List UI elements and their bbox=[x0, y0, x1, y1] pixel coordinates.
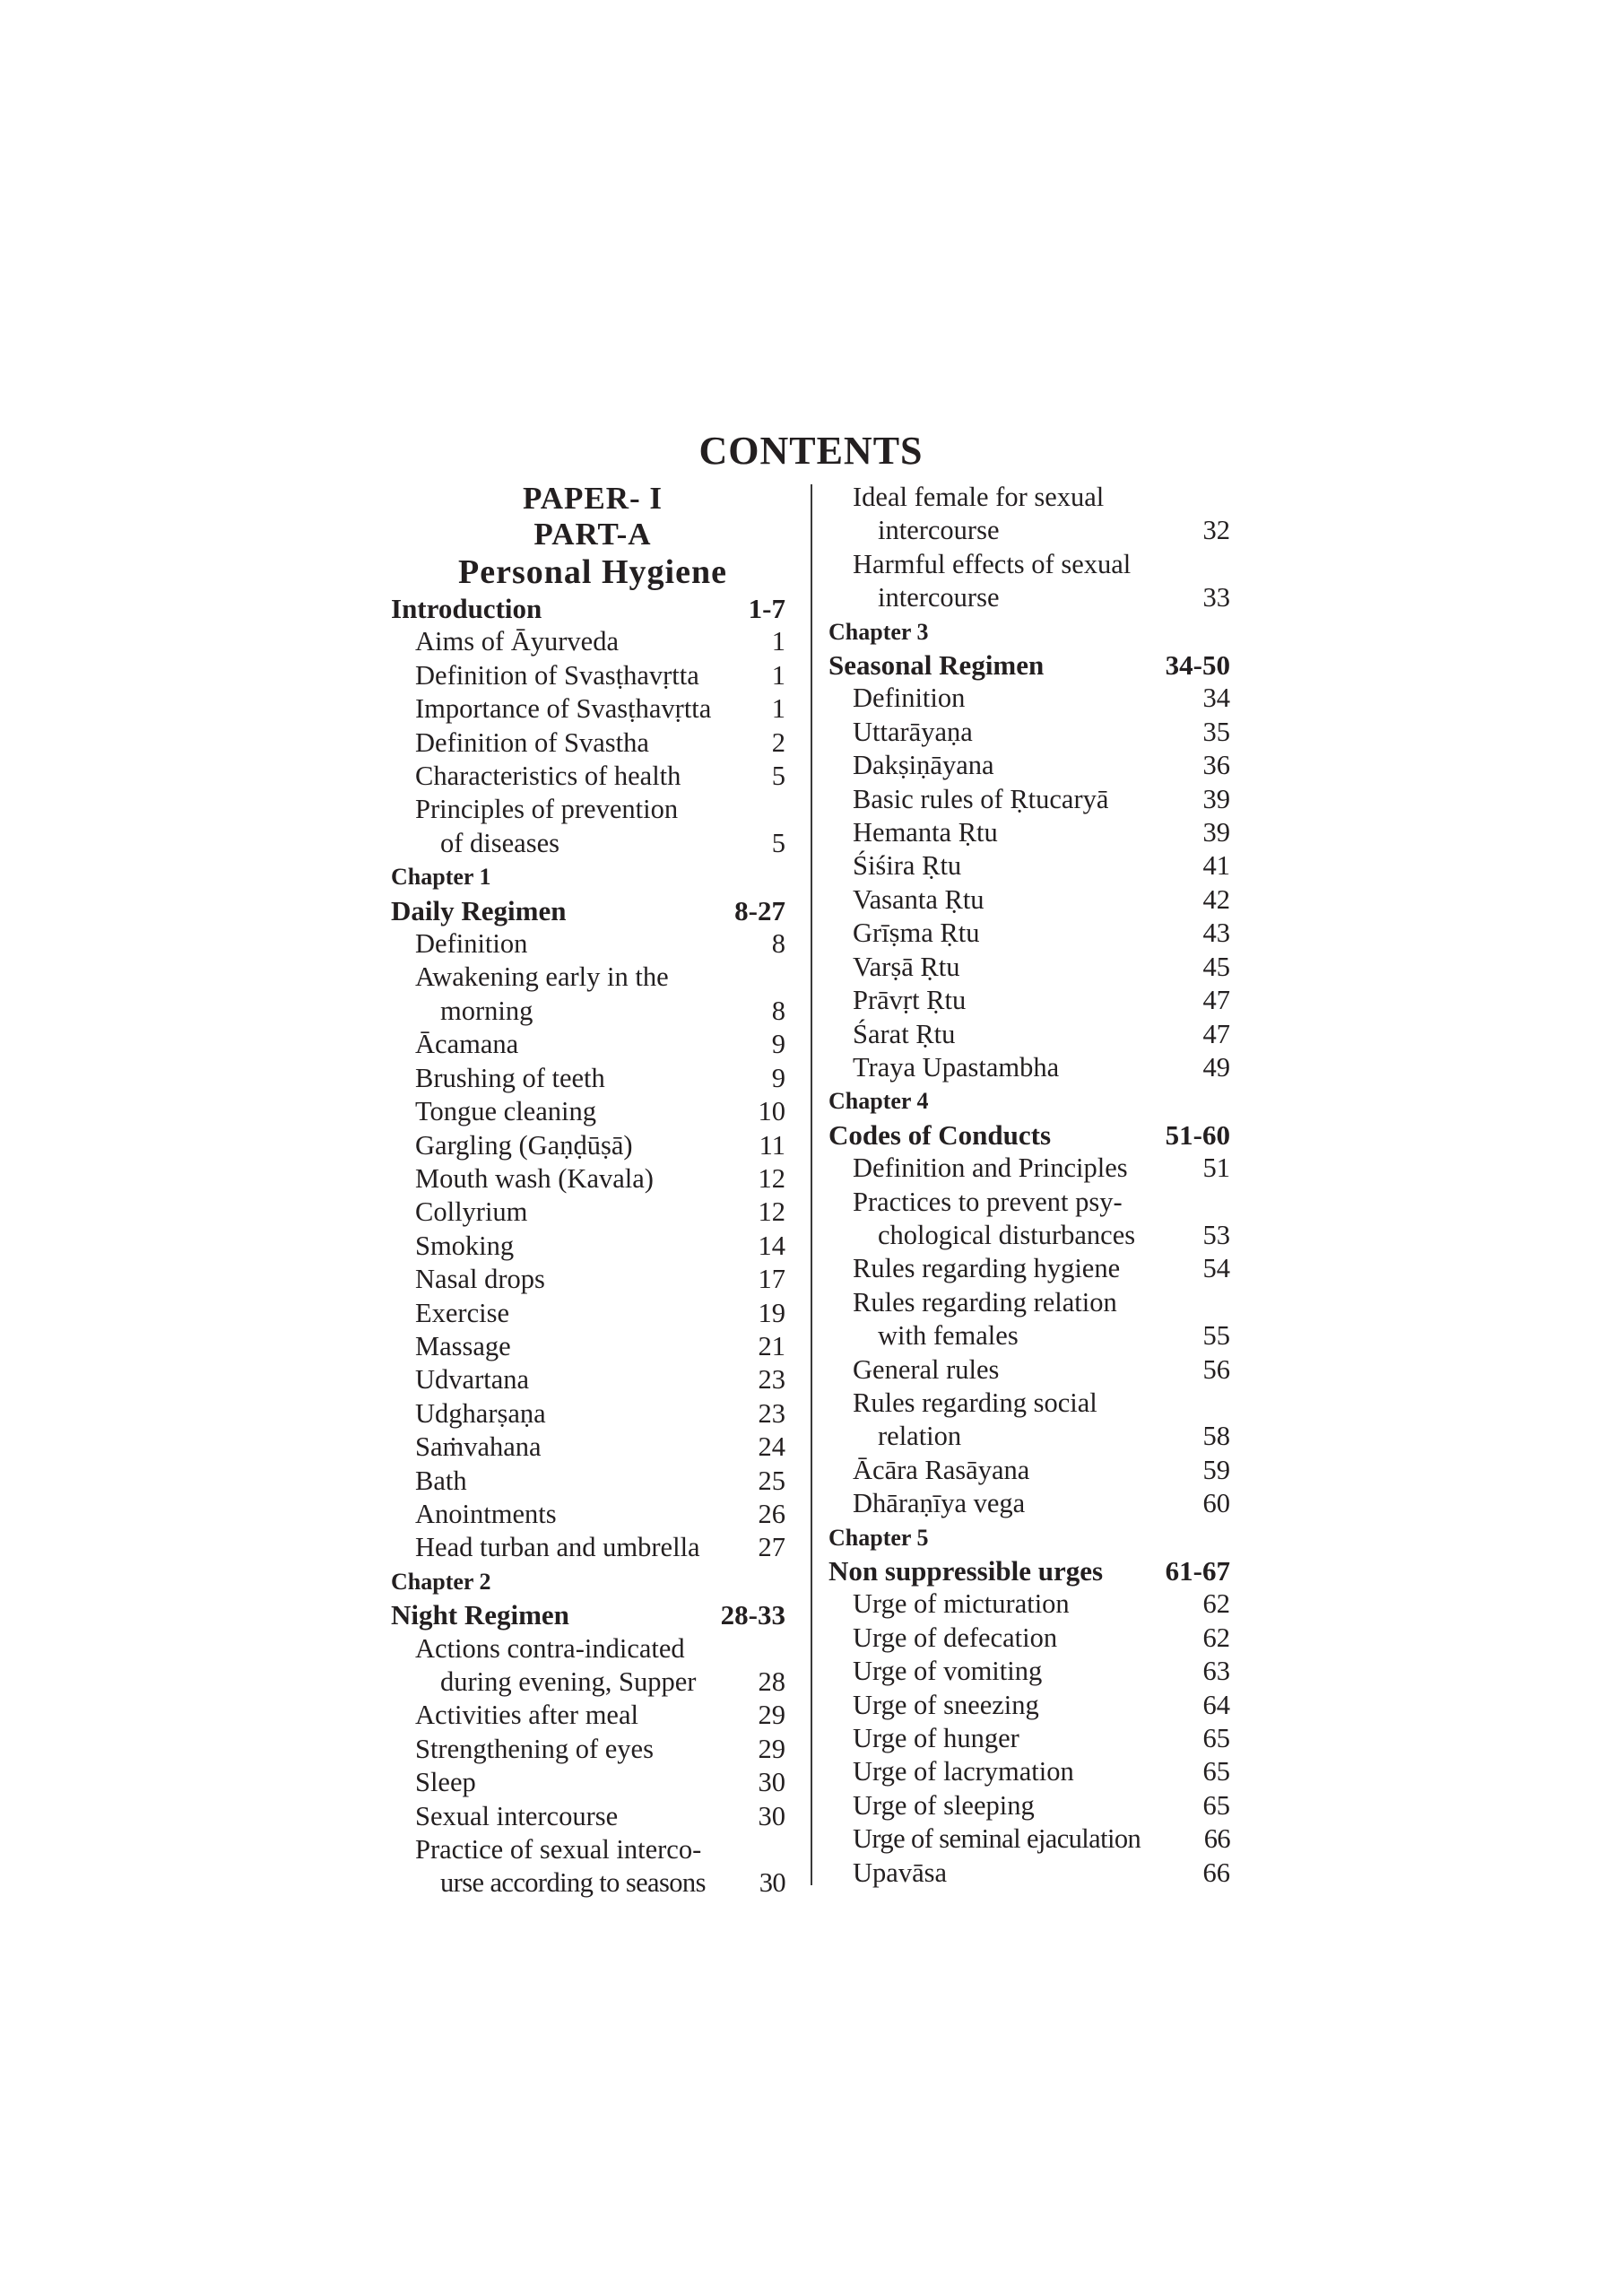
toc-page-number: 54 bbox=[1202, 1253, 1230, 1284]
toc-page-number: 58 bbox=[1202, 1421, 1230, 1452]
toc-label: Urge of sneezing bbox=[853, 1689, 1039, 1720]
right-column bbox=[828, 481, 1230, 1890]
toc-page-number: 36 bbox=[1202, 750, 1230, 781]
toc-entry bbox=[828, 1655, 1230, 1688]
toc-entry bbox=[391, 1465, 785, 1498]
toc-page-number: 28-33 bbox=[720, 1599, 785, 1631]
toc-entry bbox=[391, 1129, 785, 1162]
toc-page-number: 42 bbox=[1202, 883, 1230, 915]
toc-label: Tongue cleaning bbox=[415, 1096, 596, 1127]
toc-entry-continuation bbox=[391, 1866, 785, 1900]
toc-label: Daily Regimen bbox=[391, 894, 567, 926]
toc-label: during evening, Supper bbox=[440, 1666, 697, 1697]
toc-page-number: 23 bbox=[758, 1397, 785, 1429]
toc-label: chological disturbances bbox=[878, 1219, 1136, 1250]
toc-page-number: 66 bbox=[1202, 1857, 1230, 1888]
toc-page-number: 53 bbox=[1202, 1219, 1230, 1250]
toc-page-number: 5 bbox=[771, 761, 785, 792]
toc-page-number: 35 bbox=[1202, 716, 1230, 747]
toc-label: Saṁvahana bbox=[415, 1431, 542, 1463]
part-heading: PART-A bbox=[533, 517, 652, 552]
toc-entry bbox=[828, 1387, 1230, 1420]
toc-entry bbox=[391, 659, 785, 692]
toc-page-number: 62 bbox=[1202, 1588, 1230, 1620]
toc-page-number: 61-67 bbox=[1165, 1555, 1230, 1587]
toc-page-number: 1-7 bbox=[748, 593, 785, 624]
toc-entry bbox=[391, 1263, 785, 1296]
toc-entry bbox=[391, 1062, 785, 1095]
toc-entry bbox=[828, 1252, 1230, 1285]
toc-page-number: 2 bbox=[771, 726, 785, 758]
toc-label: intercourse bbox=[878, 582, 1000, 613]
toc-label: intercourse bbox=[878, 515, 1000, 546]
toc-page-number: 1 bbox=[771, 626, 785, 657]
toc-label: General rules bbox=[853, 1353, 1000, 1385]
toc-page-number: 51-60 bbox=[1165, 1118, 1230, 1151]
toc-entry bbox=[828, 1051, 1230, 1084]
toc-entry bbox=[391, 692, 785, 726]
toc-page-number: 1 bbox=[771, 659, 785, 691]
toc-entry bbox=[391, 1162, 785, 1196]
toc-label: Bath bbox=[415, 1465, 467, 1496]
toc-label: Śiśira Ṛtu bbox=[853, 850, 962, 882]
toc-entry-continuation bbox=[828, 581, 1230, 614]
toc-page-number: 47 bbox=[1202, 1018, 1230, 1049]
toc-label: Principles of prevention bbox=[415, 794, 679, 825]
toc-label: Chapter 2 bbox=[391, 1568, 491, 1595]
toc-entry bbox=[391, 1397, 785, 1431]
toc-label: Practice of sexual interco- bbox=[415, 1834, 702, 1866]
toc-entry bbox=[391, 760, 785, 793]
toc-entry bbox=[828, 1587, 1230, 1621]
paper-heading: PAPER- I bbox=[522, 481, 664, 516]
toc-label: Chapter 3 bbox=[828, 618, 929, 645]
toc-entry bbox=[391, 1330, 785, 1363]
toc-page-number: 34-50 bbox=[1165, 649, 1230, 682]
toc-page-number: 8-27 bbox=[734, 894, 785, 926]
column-divider bbox=[811, 484, 812, 1885]
toc-label: Sexual intercourse bbox=[415, 1800, 619, 1831]
chapter-heading bbox=[391, 860, 785, 893]
toc-entry bbox=[828, 682, 1230, 715]
toc-entry bbox=[828, 984, 1230, 1017]
toc-page-number: 47 bbox=[1202, 985, 1230, 1016]
toc-label: Definition of Svastha bbox=[415, 726, 649, 758]
toc-label: Basic rules of Ṛtucaryā bbox=[853, 783, 1109, 814]
toc-entry bbox=[391, 1800, 785, 1833]
toc-label: Awakening early in the bbox=[415, 961, 669, 993]
toc-label: Sleep bbox=[415, 1767, 476, 1798]
toc-entry bbox=[391, 625, 785, 658]
section-heading bbox=[828, 648, 1230, 682]
toc-label: Śarat Ṛtu bbox=[853, 1018, 956, 1049]
toc-page-number: 66 bbox=[1203, 1823, 1230, 1855]
toc-page-number: 65 bbox=[1202, 1789, 1230, 1821]
toc-entry bbox=[828, 716, 1230, 749]
toc-entry bbox=[828, 548, 1230, 581]
toc-label: Urge of micturation bbox=[853, 1588, 1070, 1620]
toc-page-number: 32 bbox=[1202, 515, 1230, 546]
toc-page-number: 60 bbox=[1202, 1488, 1230, 1519]
toc-label: Dakṣiṇāyana bbox=[853, 750, 994, 781]
toc-entry bbox=[828, 1689, 1230, 1722]
toc-page-number: 8 bbox=[771, 995, 785, 1026]
toc-label: Non suppressible urges bbox=[828, 1555, 1104, 1587]
toc-entry bbox=[391, 1028, 785, 1061]
toc-label: Characteristics of health bbox=[415, 761, 681, 792]
toc-entry bbox=[828, 1186, 1230, 1219]
toc-entry bbox=[391, 1531, 785, 1564]
toc-page-number: 56 bbox=[1202, 1353, 1230, 1385]
page-title: CONTENTS bbox=[698, 429, 924, 473]
part-title: Personal Hygiene bbox=[458, 553, 727, 591]
toc-label: Chapter 4 bbox=[828, 1088, 929, 1115]
toc-entry bbox=[828, 1018, 1230, 1051]
toc-entry bbox=[391, 961, 785, 994]
toc-label: Definition bbox=[853, 683, 966, 714]
toc-label: Chapter 5 bbox=[828, 1524, 929, 1551]
toc-label: Brushing of teeth bbox=[415, 1062, 605, 1093]
toc-label: Dhāraṇīya vega bbox=[853, 1488, 1026, 1519]
toc-label: Traya Upastambha bbox=[853, 1051, 1060, 1083]
toc-page-number: 1 bbox=[771, 693, 785, 725]
toc-label: Practices to prevent psy- bbox=[853, 1186, 1123, 1217]
toc-entry bbox=[828, 1454, 1230, 1487]
toc-page-number: 39 bbox=[1202, 817, 1230, 848]
section-heading bbox=[828, 1554, 1230, 1587]
toc-page-number: 29 bbox=[758, 1733, 785, 1764]
toc-label: Definition bbox=[415, 928, 528, 960]
toc-page-number: 45 bbox=[1202, 951, 1230, 982]
chapter-heading bbox=[828, 615, 1230, 648]
toc-label: Definition of Svasṭhavṛtta bbox=[415, 659, 699, 691]
toc-page-number: 12 bbox=[758, 1162, 785, 1194]
toc-page-number: 9 bbox=[771, 1029, 785, 1060]
toc-page-number: 64 bbox=[1202, 1689, 1230, 1720]
toc-label: Activities after meal bbox=[415, 1700, 638, 1731]
toc-page-number: 29 bbox=[758, 1700, 785, 1731]
toc-entry bbox=[828, 1755, 1230, 1788]
chapter-heading bbox=[828, 1084, 1230, 1118]
toc-label: Gargling (Gaṇḍūṣā) bbox=[415, 1129, 633, 1161]
toc-entry bbox=[828, 1789, 1230, 1822]
toc-label: Uttarāyaṇa bbox=[853, 716, 973, 747]
chapter-heading bbox=[391, 1565, 785, 1598]
section-heading bbox=[391, 894, 785, 927]
toc-label: Exercise bbox=[415, 1297, 509, 1328]
toc-entry-continuation bbox=[391, 1665, 785, 1699]
toc-label: Urge of sleeping bbox=[853, 1789, 1035, 1821]
toc-page-number: 65 bbox=[1202, 1723, 1230, 1754]
toc-label: Upavāsa bbox=[853, 1857, 948, 1888]
toc-page-number: 8 bbox=[771, 928, 785, 960]
toc-entry bbox=[828, 1353, 1230, 1387]
toc-page-number: 9 bbox=[771, 1062, 785, 1093]
toc-entry bbox=[391, 1766, 785, 1799]
toc-entry bbox=[828, 1622, 1230, 1655]
toc-entry bbox=[828, 1822, 1230, 1856]
toc-entry bbox=[391, 1196, 785, 1229]
toc-label: Ācāra Rasāyana bbox=[853, 1454, 1030, 1485]
toc-label: Urge of vomiting bbox=[853, 1656, 1043, 1687]
toc-label: Prāvṛt Ṛtu bbox=[853, 985, 967, 1016]
toc-label: Importance of Svasṭhavṛtta bbox=[415, 693, 712, 725]
toc-entry bbox=[391, 1363, 785, 1396]
toc-page-number: 10 bbox=[758, 1096, 785, 1127]
toc-entry bbox=[391, 1297, 785, 1330]
toc-label: Urge of hunger bbox=[853, 1723, 1019, 1754]
toc-entry bbox=[391, 1833, 785, 1866]
toc-page-number: 33 bbox=[1202, 582, 1230, 613]
toc-page-number: 27 bbox=[758, 1532, 785, 1563]
toc-label: Anointments bbox=[415, 1498, 557, 1529]
toc-entry bbox=[828, 951, 1230, 984]
toc-entry-continuation bbox=[828, 1219, 1230, 1252]
toc-page-number: 30 bbox=[759, 1867, 785, 1899]
toc-page-number: 65 bbox=[1202, 1756, 1230, 1787]
toc-label: of diseases bbox=[440, 827, 559, 858]
toc-label: Strengthening of eyes bbox=[415, 1733, 654, 1764]
left-toc-list bbox=[391, 592, 785, 1900]
toc-label: Udvartana bbox=[415, 1364, 530, 1396]
toc-label: Mouth wash (Kavala) bbox=[415, 1162, 654, 1194]
chapter-heading bbox=[828, 1521, 1230, 1554]
toc-label: Grīṣma Ṛtu bbox=[853, 918, 980, 949]
toc-page-number: 25 bbox=[758, 1465, 785, 1496]
toc-page-number: 49 bbox=[1202, 1051, 1230, 1083]
toc-label: Rules regarding relation bbox=[853, 1286, 1117, 1318]
section-heading bbox=[391, 592, 785, 625]
section-heading bbox=[391, 1598, 785, 1631]
toc-label: Nasal drops bbox=[415, 1264, 545, 1295]
toc-page-number: 62 bbox=[1202, 1622, 1230, 1653]
toc-label: Massage bbox=[415, 1330, 511, 1361]
toc-page-number: 14 bbox=[758, 1230, 785, 1261]
toc-label: with females bbox=[878, 1320, 1019, 1352]
toc-entry bbox=[828, 749, 1230, 782]
toc-page-number: 11 bbox=[759, 1129, 785, 1161]
toc-page-number: 24 bbox=[758, 1431, 785, 1463]
toc-page-number: 34 bbox=[1202, 683, 1230, 714]
toc-entry bbox=[828, 816, 1230, 849]
toc-label: Ācamana bbox=[415, 1029, 519, 1060]
toc-page-number: 26 bbox=[758, 1498, 785, 1529]
toc-label: Actions contra-indicated bbox=[415, 1632, 685, 1664]
toc-page-number: 30 bbox=[758, 1767, 785, 1798]
toc-label: Harmful effects of sexual bbox=[853, 548, 1132, 579]
toc-label: Chapter 1 bbox=[391, 864, 491, 891]
toc-page-number: 51 bbox=[1202, 1152, 1230, 1184]
toc-entry bbox=[828, 849, 1230, 883]
toc-label: Collyrium bbox=[415, 1196, 528, 1228]
toc-page-number: 28 bbox=[758, 1666, 785, 1697]
right-toc-list bbox=[828, 481, 1230, 1890]
toc-entry bbox=[828, 883, 1230, 917]
toc-entry bbox=[828, 917, 1230, 950]
toc-page-number: 30 bbox=[758, 1800, 785, 1831]
toc-label: Aims of Āyurveda bbox=[415, 626, 620, 657]
toc-page-number: 39 bbox=[1202, 783, 1230, 814]
toc-entry bbox=[828, 1722, 1230, 1755]
toc-entry bbox=[828, 481, 1230, 514]
toc-entry-continuation bbox=[828, 1420, 1230, 1453]
toc-label: Definition and Principles bbox=[853, 1152, 1128, 1184]
left-column bbox=[391, 481, 785, 1900]
toc-entry bbox=[828, 783, 1230, 816]
toc-label: Urge of defecation bbox=[853, 1622, 1058, 1653]
toc-label: urse according to seasons bbox=[440, 1867, 706, 1899]
toc-entry bbox=[828, 1857, 1230, 1890]
toc-page-number: 55 bbox=[1202, 1320, 1230, 1352]
toc-label: Codes of Conducts bbox=[828, 1118, 1052, 1151]
toc-label: Head turban and umbrella bbox=[415, 1532, 700, 1563]
toc-entry bbox=[391, 1431, 785, 1464]
toc-entry bbox=[391, 1632, 785, 1665]
toc-label: Rules regarding social bbox=[853, 1387, 1097, 1418]
toc-page-number: 19 bbox=[758, 1297, 785, 1328]
toc-label: Ideal female for sexual bbox=[853, 482, 1105, 512]
toc-page-number: 12 bbox=[758, 1196, 785, 1228]
toc-page-number: 21 bbox=[758, 1330, 785, 1361]
toc-page-number: 59 bbox=[1202, 1454, 1230, 1485]
toc-label: Hemanta Ṛtu bbox=[853, 817, 998, 848]
toc-entry-continuation bbox=[828, 514, 1230, 547]
toc-label: Seasonal Regimen bbox=[828, 649, 1045, 682]
toc-page-number: 41 bbox=[1202, 850, 1230, 882]
toc-entry bbox=[391, 1230, 785, 1263]
toc-page-number: 43 bbox=[1202, 918, 1230, 949]
toc-entry-continuation bbox=[391, 827, 785, 860]
toc-label: Udgharṣaṇa bbox=[415, 1397, 546, 1429]
toc-label: Urge of seminal ejaculation bbox=[853, 1823, 1141, 1855]
toc-page-number: 17 bbox=[758, 1264, 785, 1295]
toc-entry bbox=[828, 1487, 1230, 1520]
toc-entry-continuation bbox=[391, 995, 785, 1028]
toc-label: Varṣā Ṛtu bbox=[853, 951, 960, 982]
toc-entry bbox=[391, 1095, 785, 1128]
toc-label: Night Regimen bbox=[391, 1599, 569, 1631]
toc-entry bbox=[391, 1733, 785, 1766]
toc-label: Introduction bbox=[391, 593, 542, 624]
toc-entry bbox=[391, 726, 785, 760]
toc-entry bbox=[828, 1286, 1230, 1319]
toc-entry bbox=[391, 1498, 785, 1531]
toc-page-number: 5 bbox=[771, 827, 785, 858]
toc-entry bbox=[391, 1699, 785, 1732]
toc-page-number: 63 bbox=[1202, 1656, 1230, 1687]
toc-entry bbox=[391, 793, 785, 826]
toc-entry bbox=[391, 927, 785, 961]
section-heading bbox=[828, 1118, 1230, 1152]
toc-entry-continuation bbox=[828, 1319, 1230, 1352]
toc-label: relation bbox=[878, 1421, 962, 1452]
toc-label: Smoking bbox=[415, 1230, 515, 1261]
toc-label: morning bbox=[440, 995, 533, 1026]
toc-label: Urge of lacrymation bbox=[853, 1756, 1074, 1787]
toc-page-number: 23 bbox=[758, 1364, 785, 1396]
toc-label: Vasanta Ṛtu bbox=[853, 883, 984, 915]
toc-entry bbox=[828, 1152, 1230, 1185]
toc-label: Rules regarding hygiene bbox=[853, 1253, 1121, 1284]
